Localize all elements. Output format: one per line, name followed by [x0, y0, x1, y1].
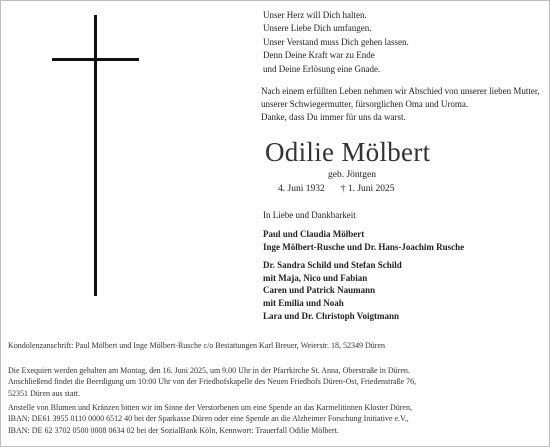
mourners-list [263, 228, 464, 322]
footer-line: Kondolenzanschrift: Paul Mölbert und Inge Mölbert-Rusche c/o Bestattungen Karl Breuer, Weierstr. 18, 52349 Düren [8, 341, 386, 350]
footer-line: Anschließend findet die Beerdigung um 10:00 Uhr von der Friedhofskapelle des Neuen Friedhofs Düren-Ost, Friedenstraße 76, [8, 377, 417, 387]
mourner-line: Caren und Patrick Naumann [263, 285, 376, 296]
greeting: In Liebe und Dankbarkeit [263, 210, 356, 220]
birth-name: geb. Jöntgen [328, 170, 377, 180]
intro-line: unserer Schwiegermutter, fürsorglichen Oma und Uroma. [261, 99, 469, 109]
condolence-address [8, 340, 385, 351]
poem-line: und Deine Erlösung eine Gnade. [263, 63, 381, 74]
mourner-line: Dr. Sandra Schild und Stefan Schild [263, 260, 402, 271]
mourner-line: mit Maja, Nico und Fabian [263, 272, 368, 283]
footer-line: 52351 Düren aus statt. [8, 388, 80, 398]
service-info [8, 365, 416, 399]
birth-date: 4. Juni 1932 [278, 184, 325, 194]
deceased-name: Odilie Mölbert [265, 137, 431, 167]
intro-line: Nach einem erfüllten Leben nehmen wir Abschied von unserer lieben Mutter, [261, 86, 540, 96]
intro-text [261, 85, 540, 124]
poem-line: Unser Verstand muss Dich gehen lassen. [263, 36, 409, 47]
poem [263, 9, 409, 76]
mourner-line: Paul und Claudia Mölbert [263, 229, 365, 239]
mourner-line: Inge Mölbert-Rusche und Dr. Hans-Joachim Rusche [263, 241, 465, 252]
mourner-line: mit Emilia und Noah [263, 297, 344, 308]
poem-line: Unser Herz will Dich halten. [263, 10, 367, 20]
donation-info [8, 402, 412, 436]
death-date: † 1. Juni 2025 [340, 184, 395, 194]
footer-line: IBAN: DE 62 3702 0500 0008 0634 02 bei der SozialBank Köln, Kennwort: Trauerfall Odilie Mölbert. [8, 425, 339, 435]
footer-line: IBAN: DE61 3955 0110 0000 6512 40 bei der Sparkasse Düren oder eine Spende an die Alzheimer Forschung Initiative e.V., [8, 414, 409, 424]
cross-horizontal-bar [52, 58, 139, 61]
poem-line: Denn Deine Kraft war zu Ende [263, 50, 375, 61]
life-dates [278, 184, 395, 194]
mourner-line: Lara und Dr. Christoph Voigtmann [263, 310, 399, 321]
poem-line: Unsere Liebe Dich umfangen. [263, 23, 372, 34]
intro-line: Danke, dass Du immer für uns da warst. [261, 112, 406, 122]
footer-line: Die Exequien werden gehalten am Montag, den 16. Juni 2025, um 9.00 Uhr in der Pfarrkirche St. Anna, Oberstraße in Düren. [8, 366, 410, 375]
footer-line: Anstelle von Blumen und Kränzen bitten wir im Sinne der Verstorbenen um eine Spende an das Karmelitinnen Kloster Düren, [8, 403, 412, 412]
